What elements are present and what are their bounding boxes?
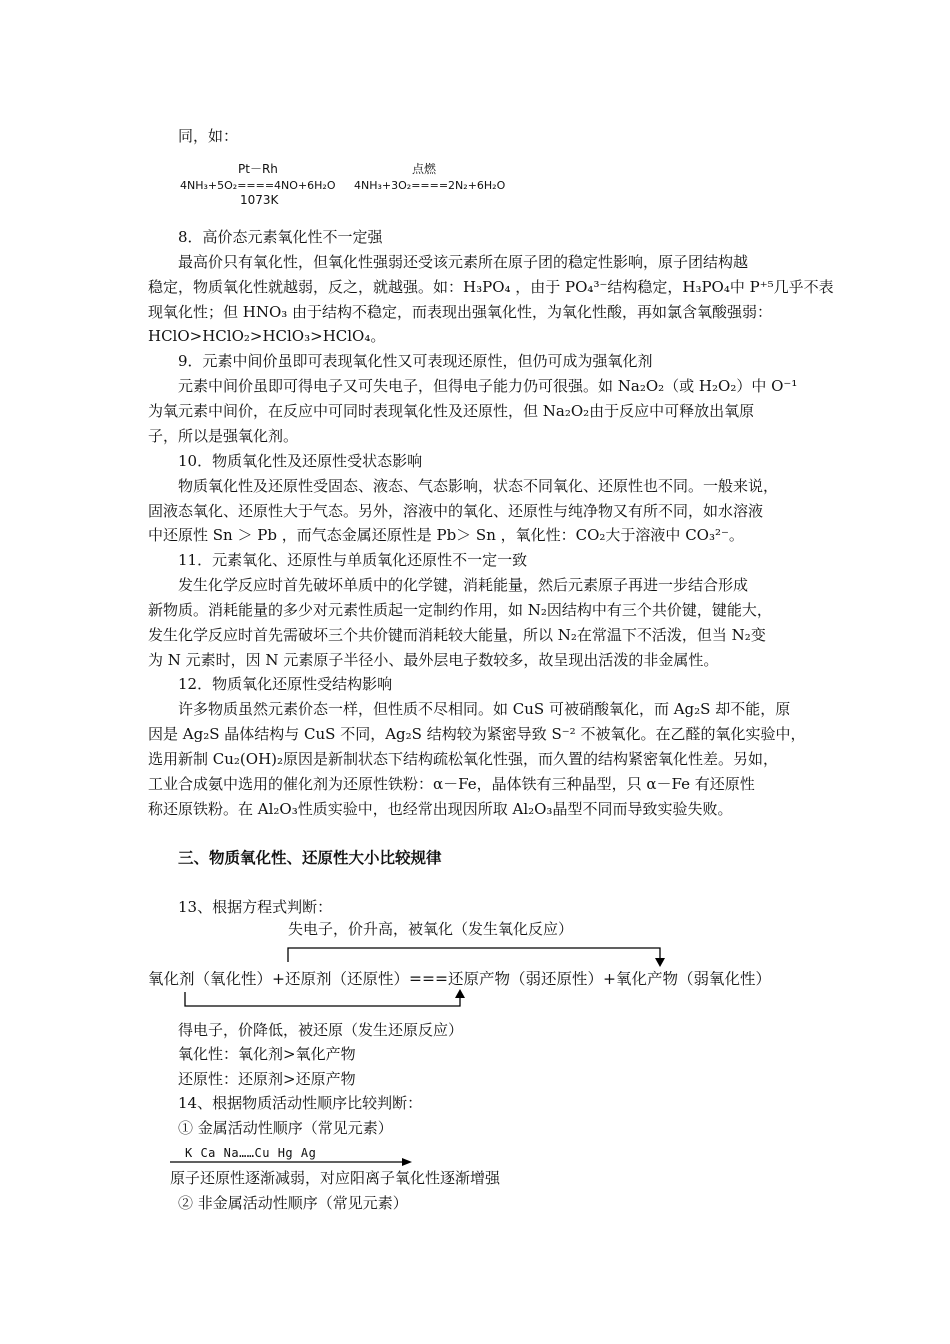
para-10-line1: 物质氧化性及还原性受固态、液态、气态影响，状态不同氧化、还原性也不同。一般来说， <box>178 477 779 495</box>
eq2-condition: 点燃 <box>412 162 437 176</box>
reducing-rule: 还原性：还原剂>还原产物 <box>178 1070 356 1088</box>
para-8-line3: 现氧化性；但 HNO₃ 由于结构不稳定，而表现出强氧化性，为氧化性酸，再如氯含氧酸强弱： <box>148 303 773 321</box>
electron-loss-label: 失电子，价升高，被氧化（发生氧化反应） <box>288 920 574 938</box>
para-8-line2: 稳定，物质氧化性就越弱，反之，就越强。如：H₃PO₄ ，由于 PO₄³⁻结构稳定，H₃PO₄中 P⁺⁵几乎不表 <box>148 278 834 296</box>
para-9-line3: 子，所以是强氧化剂。 <box>148 427 299 445</box>
para-10-line2: 固液态氧化、还原性大于气态。另外，溶液中的氧化、还原性与纯净物又有所不同，如水溶液 <box>148 502 764 520</box>
para-10-line3: 中还原性 Sn ＞ Pb ，而气态金属还原性是 Pb＞ Sn ，氧化性：CO₂大于溶液中 CO₃²⁻。 <box>148 526 744 544</box>
electron-gain-label: 得电子，价降低，被还原（发生还原反应） <box>178 1021 464 1039</box>
metal-series-title: ① 金属活动性顺序（常见元素） <box>178 1119 393 1137</box>
oxidation-arrow <box>288 948 665 967</box>
heading-8: 8．高价态元素氧化性不一定强 <box>178 228 383 246</box>
eq1-temperature: 1073K <box>240 193 279 207</box>
oxidizing-rule: 氧化性：氧化剂>氧化产物 <box>178 1045 356 1063</box>
para-12-line4: 工业合成氨中选用的催化剂为还原性铁粉：α－Fe，晶体铁有三种晶型，只 α－Fe 有还原性 <box>148 775 755 793</box>
para-12-line3: 选用新制 Cu₂(OH)₂原因是新制状态下结构疏松氧化性强，而久置的结构紧密氧化性差。另如， <box>148 750 779 768</box>
metal-series: K Ca Na……Cu Hg Ag <box>185 1146 317 1160</box>
nonmetal-series-title: ② 非金属活动性顺序（常见元素） <box>178 1194 408 1212</box>
equation-ammonia-catalytic: 4NH₃+5O₂====4NO+6H₂O <box>180 179 336 192</box>
redox-equation: 氧化剂（氧化性）+还原剂（还原性）===还原产物（弱还原性）+氧化产物（弱氧化性） <box>148 970 771 988</box>
para-11-line4: 为 N 元素时，因 N 元素原子半径小、最外层电子数较多，故呈现出活泼的非金属性。 <box>148 651 719 669</box>
section-3-title: 三、物质氧化性、还原性大小比较规律 <box>178 849 442 867</box>
metal-series-note: 原子还原性逐渐减弱，对应阳离子氧化性逐渐增强 <box>170 1169 501 1187</box>
heading-13: 13、根据方程式判断： <box>178 898 333 916</box>
reduction-arrow <box>185 989 465 1006</box>
para-11-line2: 新物质。消耗能量的多少对元素性质起一定制约作用，如 N₂因结构中有三个共价键，键能大， <box>148 601 772 619</box>
heading-14: 14、根据物质活动性顺序比较判断： <box>178 1094 423 1112</box>
heading-12: 12．物质氧化还原性受结构影响 <box>178 675 393 693</box>
para-8-line1: 最高价只有氧化性，但氧化性强弱还受该元素所在原子团的稳定性影响，原子团结构越 <box>178 253 749 271</box>
intro-example: 同，如： <box>178 127 239 145</box>
heading-10: 10．物质氧化性及还原性受状态影响 <box>178 452 423 470</box>
para-9-line2: 为氧元素中间价，在反应中可同时表现氧化性及还原性，但 Na₂O₂由于反应中可释放出氧原 <box>148 402 755 420</box>
para-12-line5: 称还原铁粉。在 Al₂O₃性质实验中，也经常出现因所取 Al₂O₃晶型不同而导致实验失败。 <box>148 800 733 818</box>
eq1-catalyst: Pt－Rh <box>238 162 278 176</box>
equation-ammonia-combustion: 4NH₃+3O₂====2N₂+6H₂O <box>354 179 506 192</box>
para-11-line1: 发生化学反应时首先破坏单质中的化学键，消耗能量，然后元素原子再进一步结合形成 <box>178 576 749 594</box>
para-12-line1: 许多物质虽然元素价态一样，但性质不尽相同。如 CuS 可被硝酸氧化，而 Ag₂S 却不能，原 <box>178 700 791 718</box>
para-9-line1: 元素中间价虽即可得电子又可失电子，但得电子能力仍可很强。如 Na₂O₂（或 H₂O₂）中 O⁻¹ <box>178 377 798 395</box>
para-8-line4: HClO>HClO₂>HClO₃>HClO₄。 <box>148 327 386 345</box>
heading-9: 9．元素中间价虽即可表现氧化性又可表现还原性，但仍可成为强氧化剂 <box>178 352 653 370</box>
para-12-line2: 因是 Ag₂S 晶体结构与 CuS 不同，Ag₂S 结构较为紧密导致 S⁻² 不被氧化。在乙醛的氧化实验中， <box>148 725 806 743</box>
para-11-line3: 发生化学反应时首先需破坏三个共价键而消耗较大能量，所以 N₂在常温下不活泼，但当 N₂变 <box>148 626 766 644</box>
heading-11: 11．元素氧化、还原性与单质氧化还原性不一定一致 <box>178 551 528 569</box>
